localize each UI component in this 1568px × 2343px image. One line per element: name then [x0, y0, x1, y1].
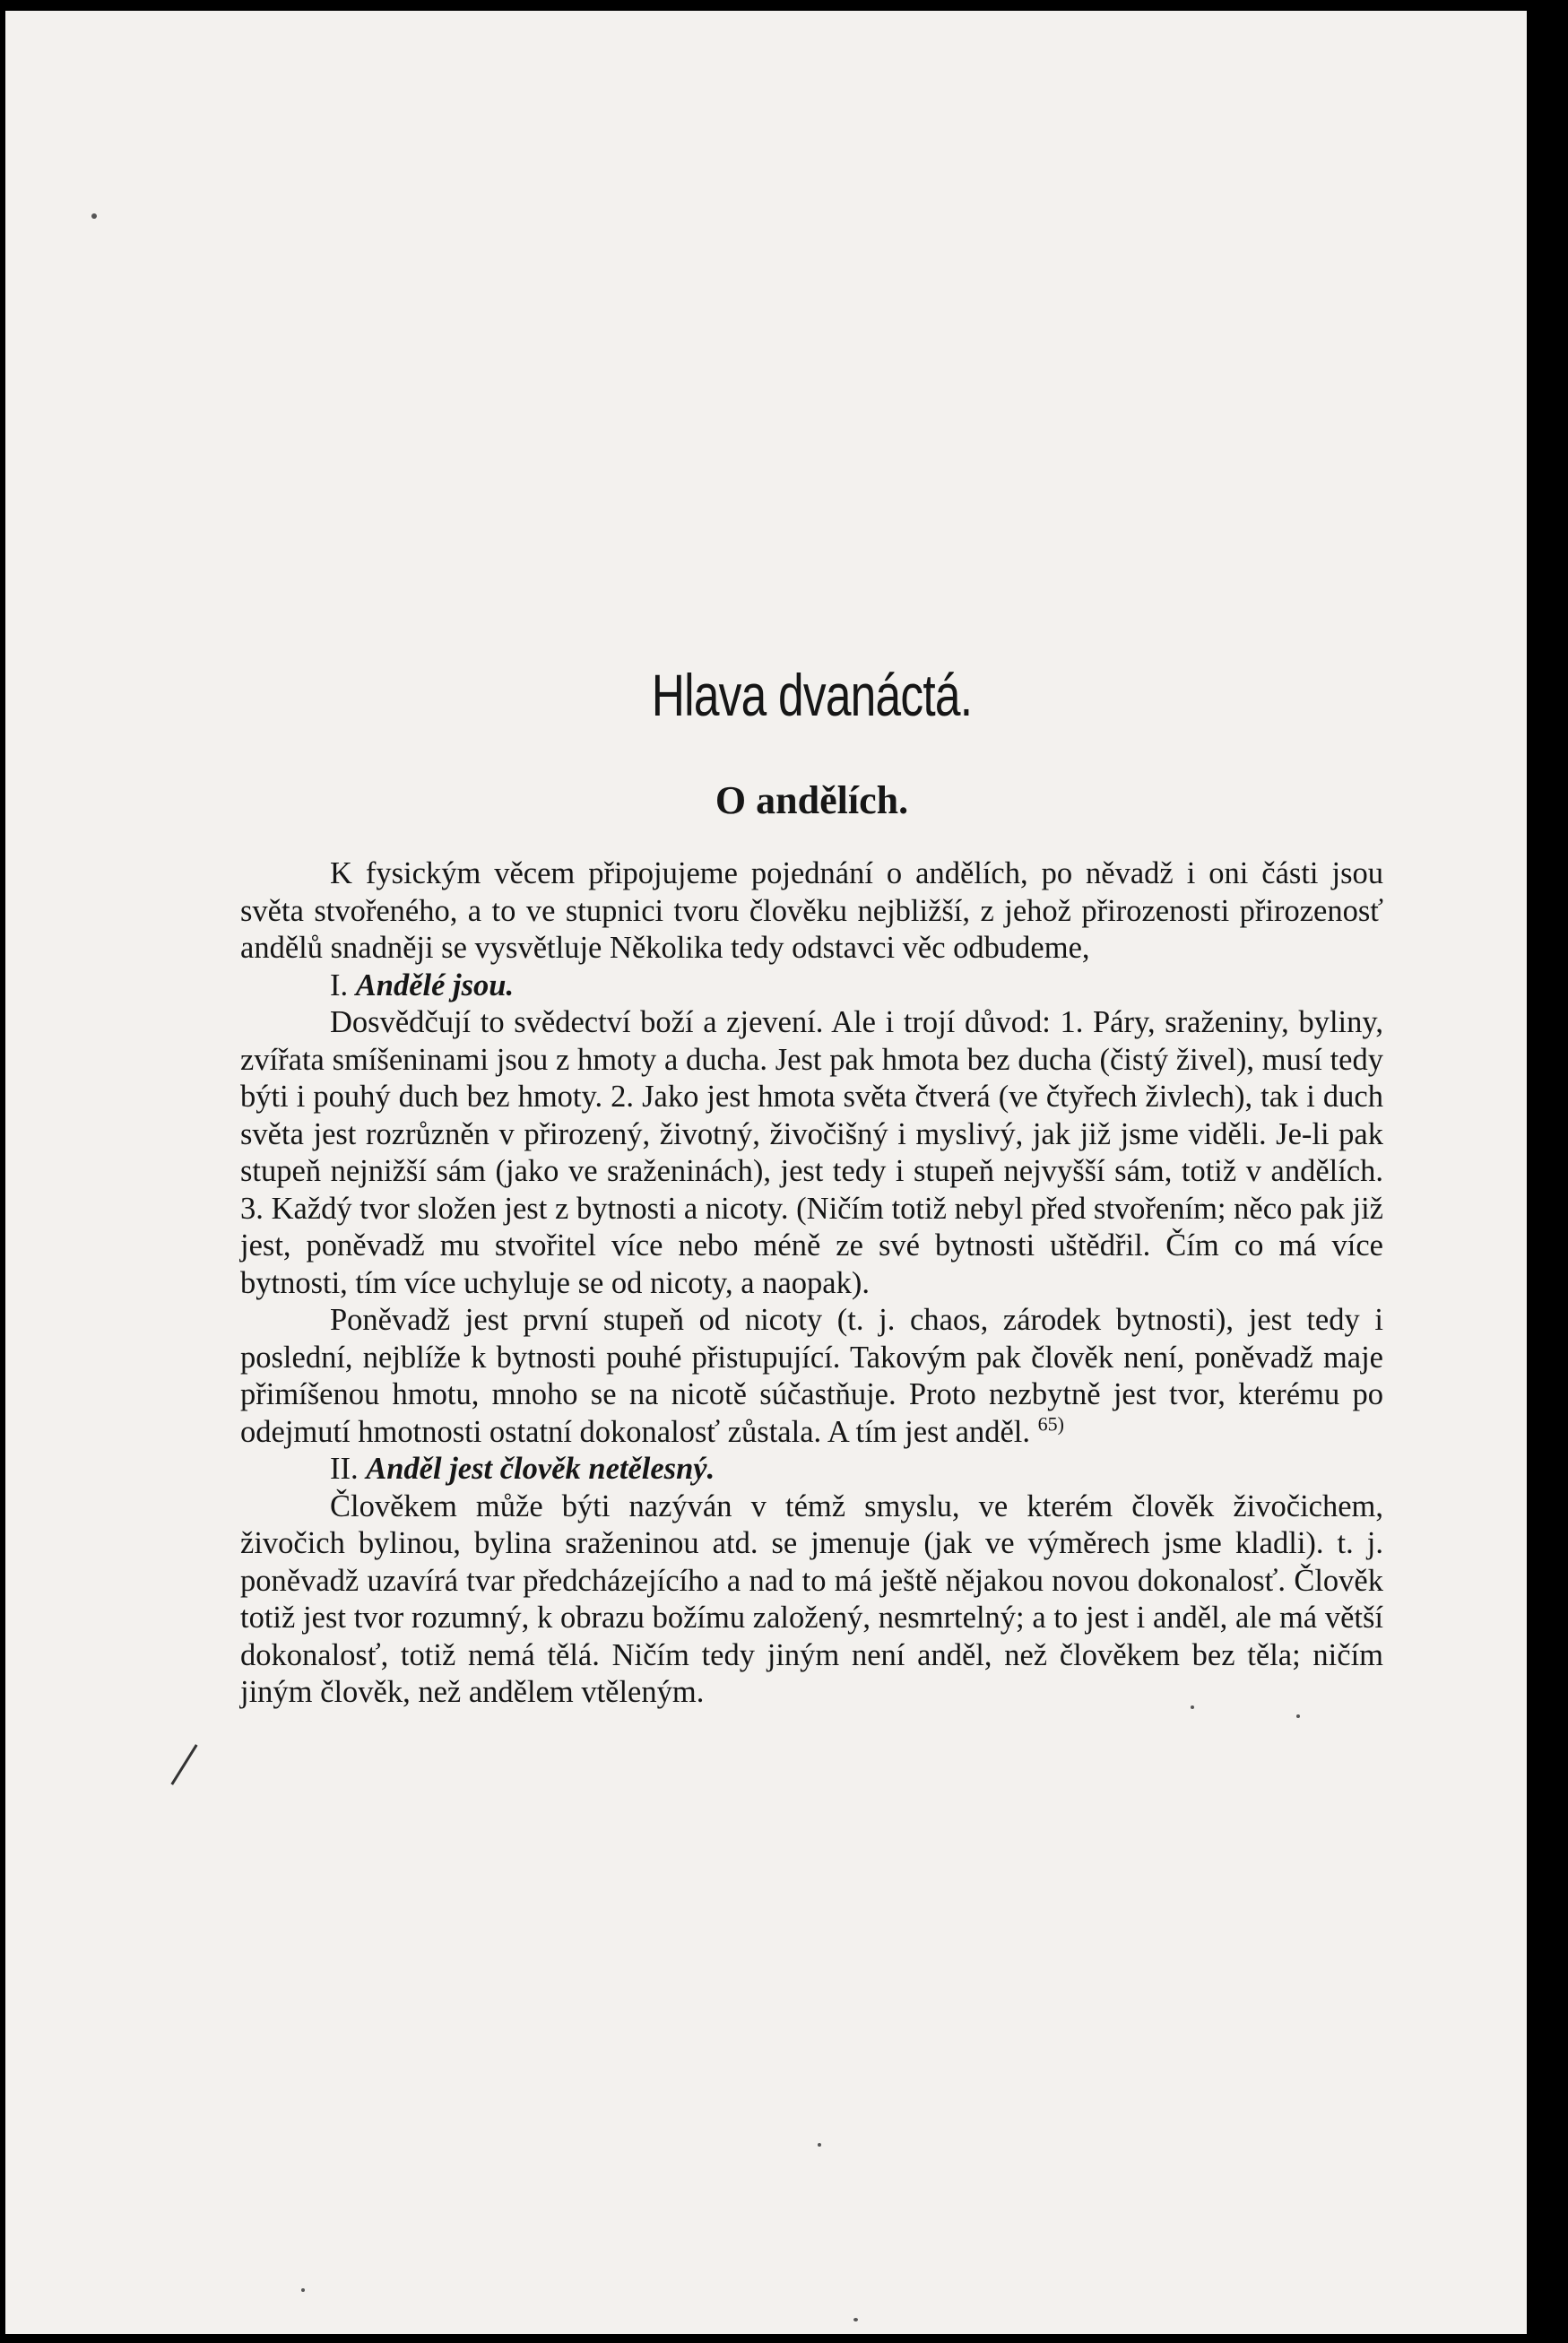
book-page	[5, 11, 1527, 2334]
body-text	[240, 855, 1383, 1712]
page-speck	[818, 2143, 821, 2147]
subsection-heading	[240, 968, 1383, 1005]
scan-border	[1527, 0, 1568, 2343]
paragraph-text: Poněvadž jest první stupeň od nicoty (t. j. chaos, zárodek bytnosti), jest tedy i poslední, nejblíže k bytnosti pouhé přistupující. Takovým pak člověk není, poněvadž maje přimíšenou hmotu, mnoho se na nicotě súčastňuje. Proto nezbytně jest tvor, kterému po odejmutí hmotnosti ostatní dokonalosť zůstala. A tím jest anděl.	[240, 1303, 1383, 1449]
subsection-title: Andělé jsou.	[355, 968, 515, 1002]
subsection-title: Anděl jest člověk netělesný.	[366, 1452, 715, 1486]
paragraph: K fysickým věcem připojujeme pojednání o andělích, po něvadž i oni části jsou světa stvořeného, a to ve stupnici tvoru člověku nejbližší, z jehož přirozenosti přirozenosť andělů snadněji se vysvětluje Několika tedy odstavci věc odbudeme,	[240, 856, 1383, 965]
page-speck	[301, 2288, 305, 2292]
page-speck	[91, 213, 97, 219]
paragraph: Dosvědčují to svědectví boží a zjevení. Ale i trojí důvod: 1. Páry, sraženiny, byliny, zvířata smíšeninami jsou z hmoty a ducha. Jest pak hmota bez ducha (čistý živel), musí tedy býti i pouhý duch bez hmoty. 2. Jako jest hmota světa čtverá (ve čtyřech živlech), tak i duch světa jest rozrůzněn v přirozený, životný, živočišný i myslivý, jak již jsme viděli. Je-li pak stupeň nejnižší sám (jako ve sraženinách), jest tedy i stupeň nejvyšší sám, totiž v andělích. 3. Každý tvor složen jest z bytnosti a nicoty. (Ničím totiž nebyl před stvořením; něco pak již jest, poněvadž mu stvořitel více nebo méně ze své bytnosti uštědřil. Čím co má více bytnosti, tím více uchyluje se od nicoty, a naopak).	[240, 1005, 1383, 1300]
chapter-title: Hlava dvanáctá.	[651, 662, 973, 728]
subsection-heading	[240, 1451, 1383, 1488]
subsection-number: I.	[330, 968, 349, 1002]
page-speck	[1296, 1714, 1300, 1718]
pencil-margin-mark	[170, 1744, 197, 1785]
page-speck	[853, 2318, 858, 2321]
paragraph	[240, 1302, 1383, 1451]
section-title: O andělích.	[715, 778, 909, 822]
subsection-number: II.	[330, 1452, 359, 1486]
paragraph: Člověkem může býti nazýván v témž smyslu, ve kterém člověk živočichem, živočich bylinou, bylina sraženinou atd. se jmenuje (jak ve výměrech jsme kladli). t. j. poněvadž uzavírá tvar předcházejícího a nad to má ještě nějakou novou dokonalosť. Člověk totiž jest tvor rozumný, k obrazu božímu založený, nesmrtelný; a to jest i anděl, ale má větší dokonalosť, totiž nemá tělá. Ničím tedy jiným není anděl, než člověkem bez těla; ničím jiným člověk, než andělem vtěleným.	[240, 1488, 1383, 1709]
footnote-reference: 65)	[1037, 1412, 1064, 1435]
